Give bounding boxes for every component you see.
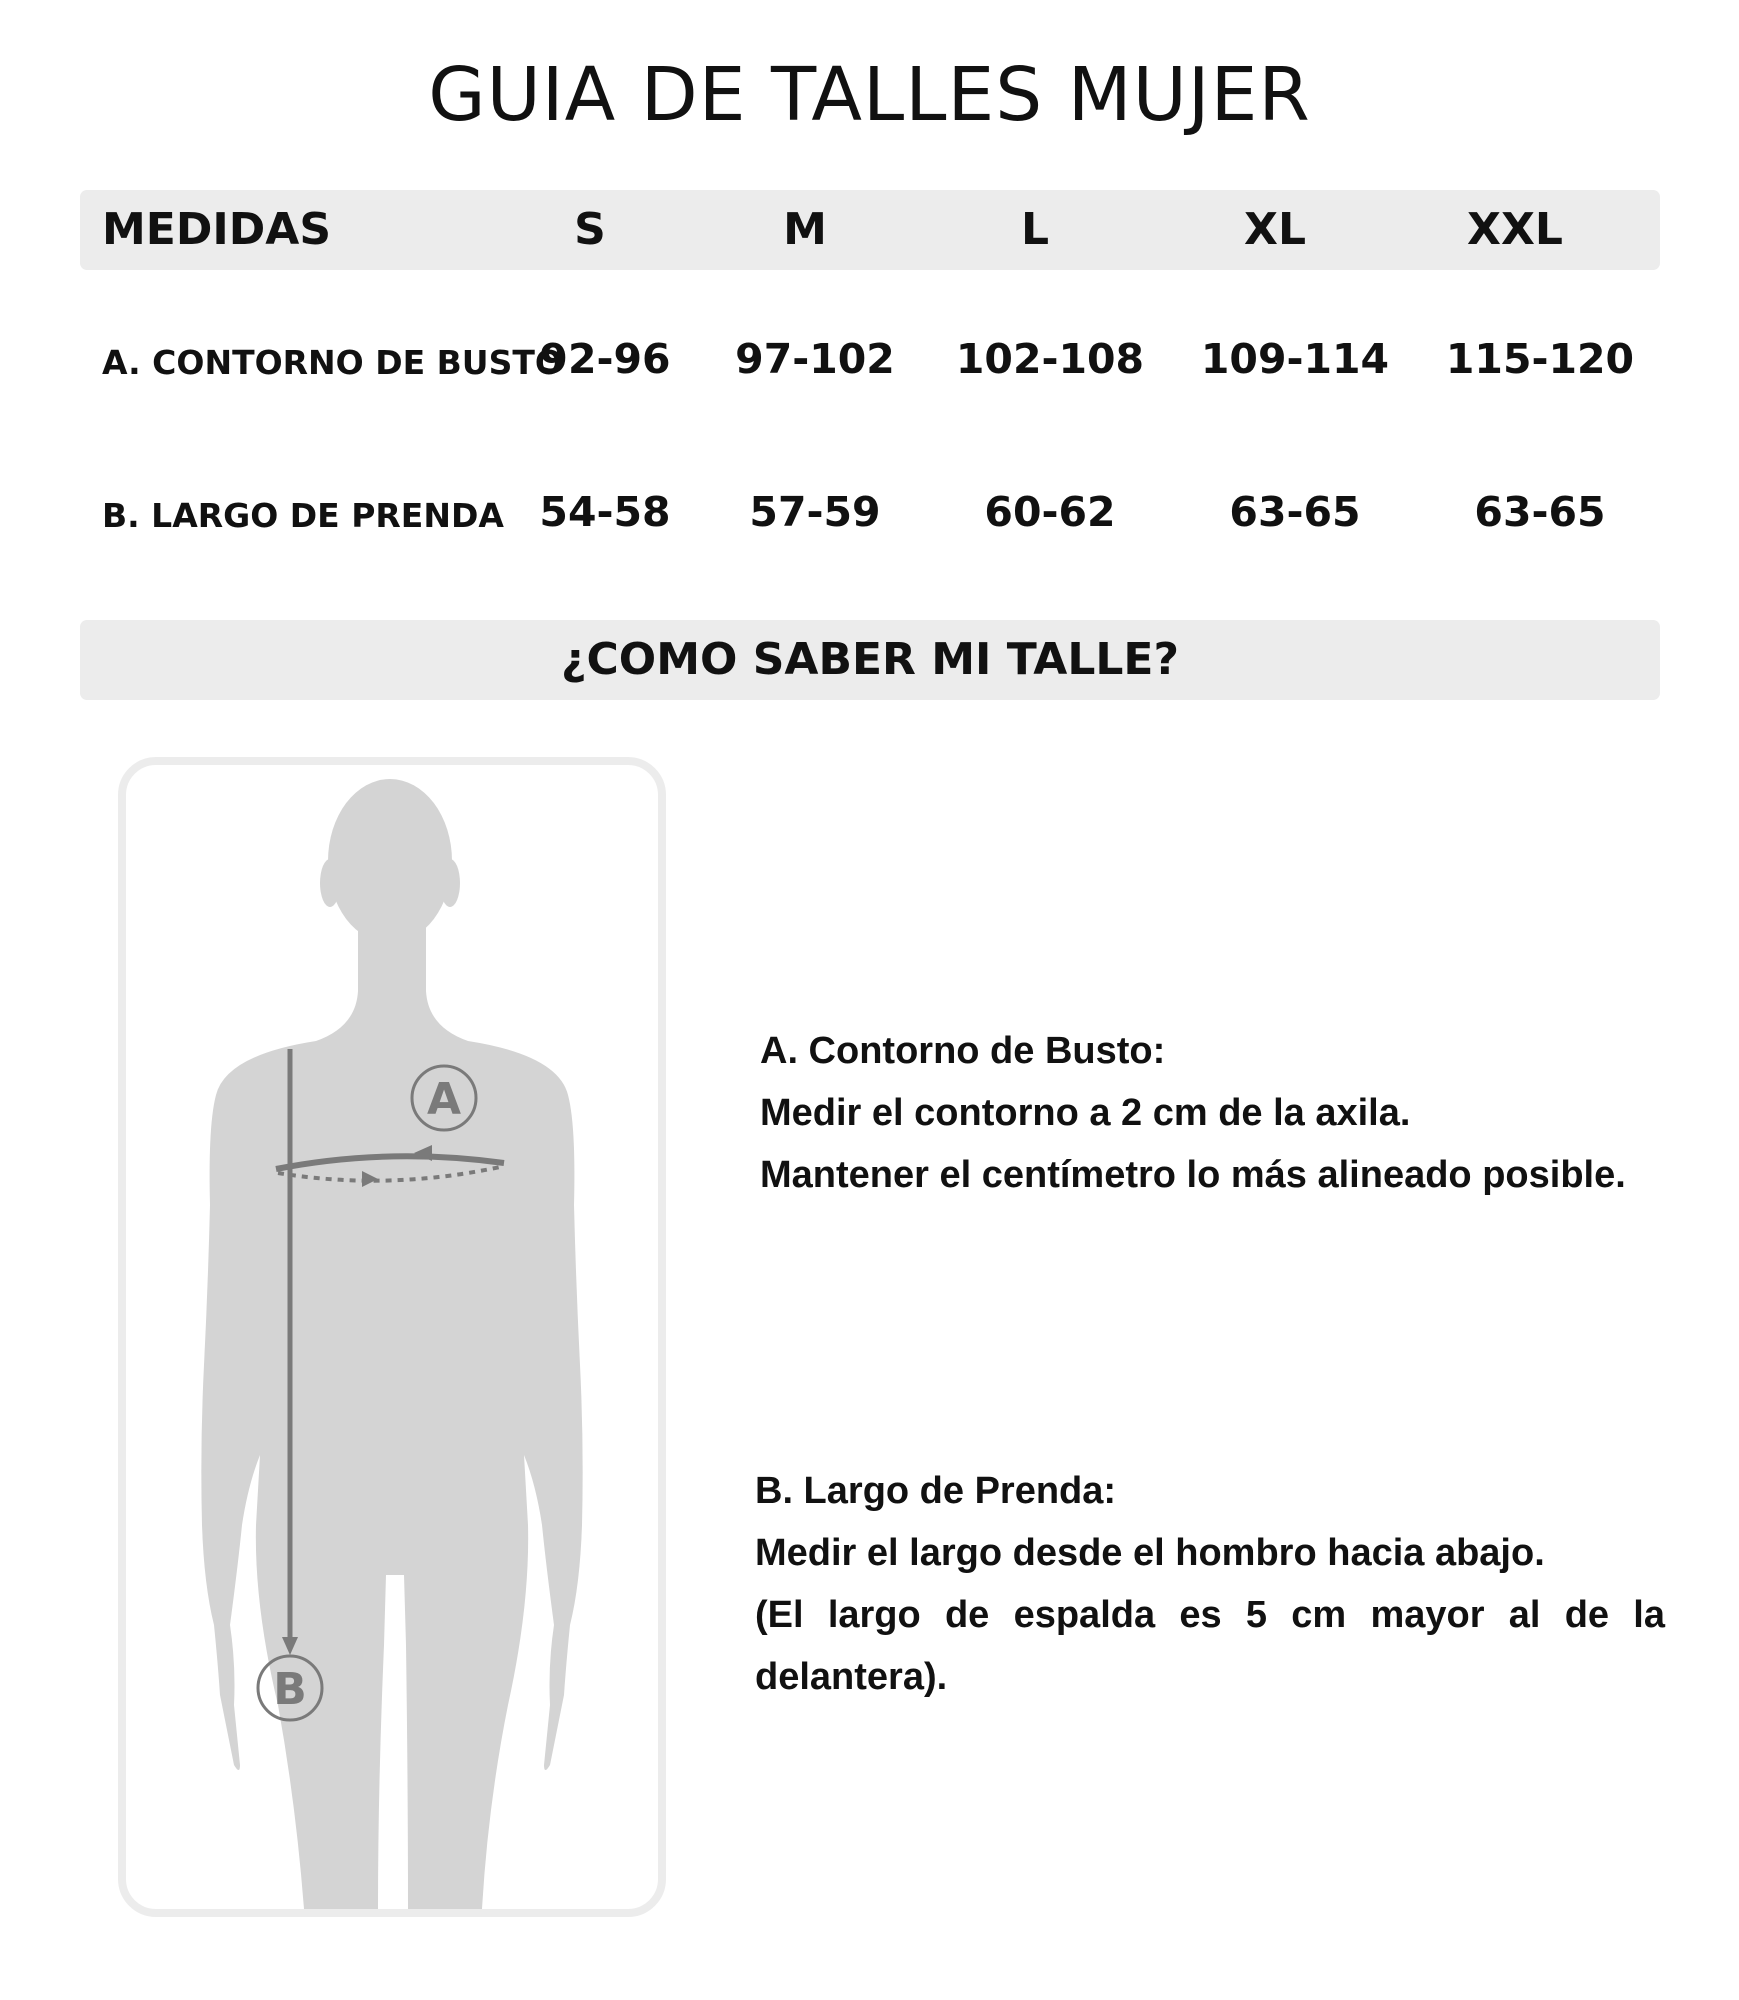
cell-busto-l: 102-108 [955,335,1145,383]
header-size-m: M [783,204,827,255]
figure-head [328,779,452,943]
cell-largo-xxl: 63-65 [1474,488,1606,536]
instructions-a-heading: A. Contorno de Busto: [760,1030,1166,1072]
row-label-busto: A. CONTORNO DE BUSTO [102,343,563,382]
body-figure [126,765,658,1909]
header-medidas: MEDIDAS [102,204,332,255]
cell-busto-xxl: 115-120 [1445,335,1635,383]
cell-busto-m: 97-102 [735,335,895,383]
section-title: ¿COMO SABER MI TALLE? [560,634,1180,685]
instructions-b-heading: B. Largo de Prenda: [755,1470,1117,1512]
cell-largo-l: 60-62 [984,488,1116,536]
header-size-xl: XL [1244,204,1306,255]
row-label-largo: B. LARGO DE PRENDA [102,496,504,535]
header-size-xxl: XXL [1467,204,1563,255]
instructions-a [760,1020,1660,1206]
marker-b-label: B [273,1664,307,1715]
instructions-b-line1: Medir el largo desde el hombro hacia abajo. [755,1532,1545,1574]
instructions-a-line1: Medir el contorno a 2 cm de la axila. [760,1092,1411,1134]
marker-a-label: A [426,1074,462,1125]
figure-frame [118,757,666,1917]
instructions-b-line2: (El largo de espalda es 5 cm mayor al de la delantera). [755,1594,1665,1698]
instructions-a-line2: Mantener el centímetro lo más alineado posible. [760,1154,1626,1196]
instructions-b [755,1460,1665,1708]
page-title: GUIA DE TALLES MUJER [428,52,1311,138]
cell-largo-xl: 63-65 [1229,488,1361,536]
cell-busto-s: 92-96 [539,335,671,383]
header-size-l: L [1020,204,1050,255]
cell-busto-xl: 109-114 [1200,335,1390,383]
header-size-s: S [574,204,606,255]
cell-largo-s: 54-58 [539,488,671,536]
cell-largo-m: 57-59 [749,488,881,536]
